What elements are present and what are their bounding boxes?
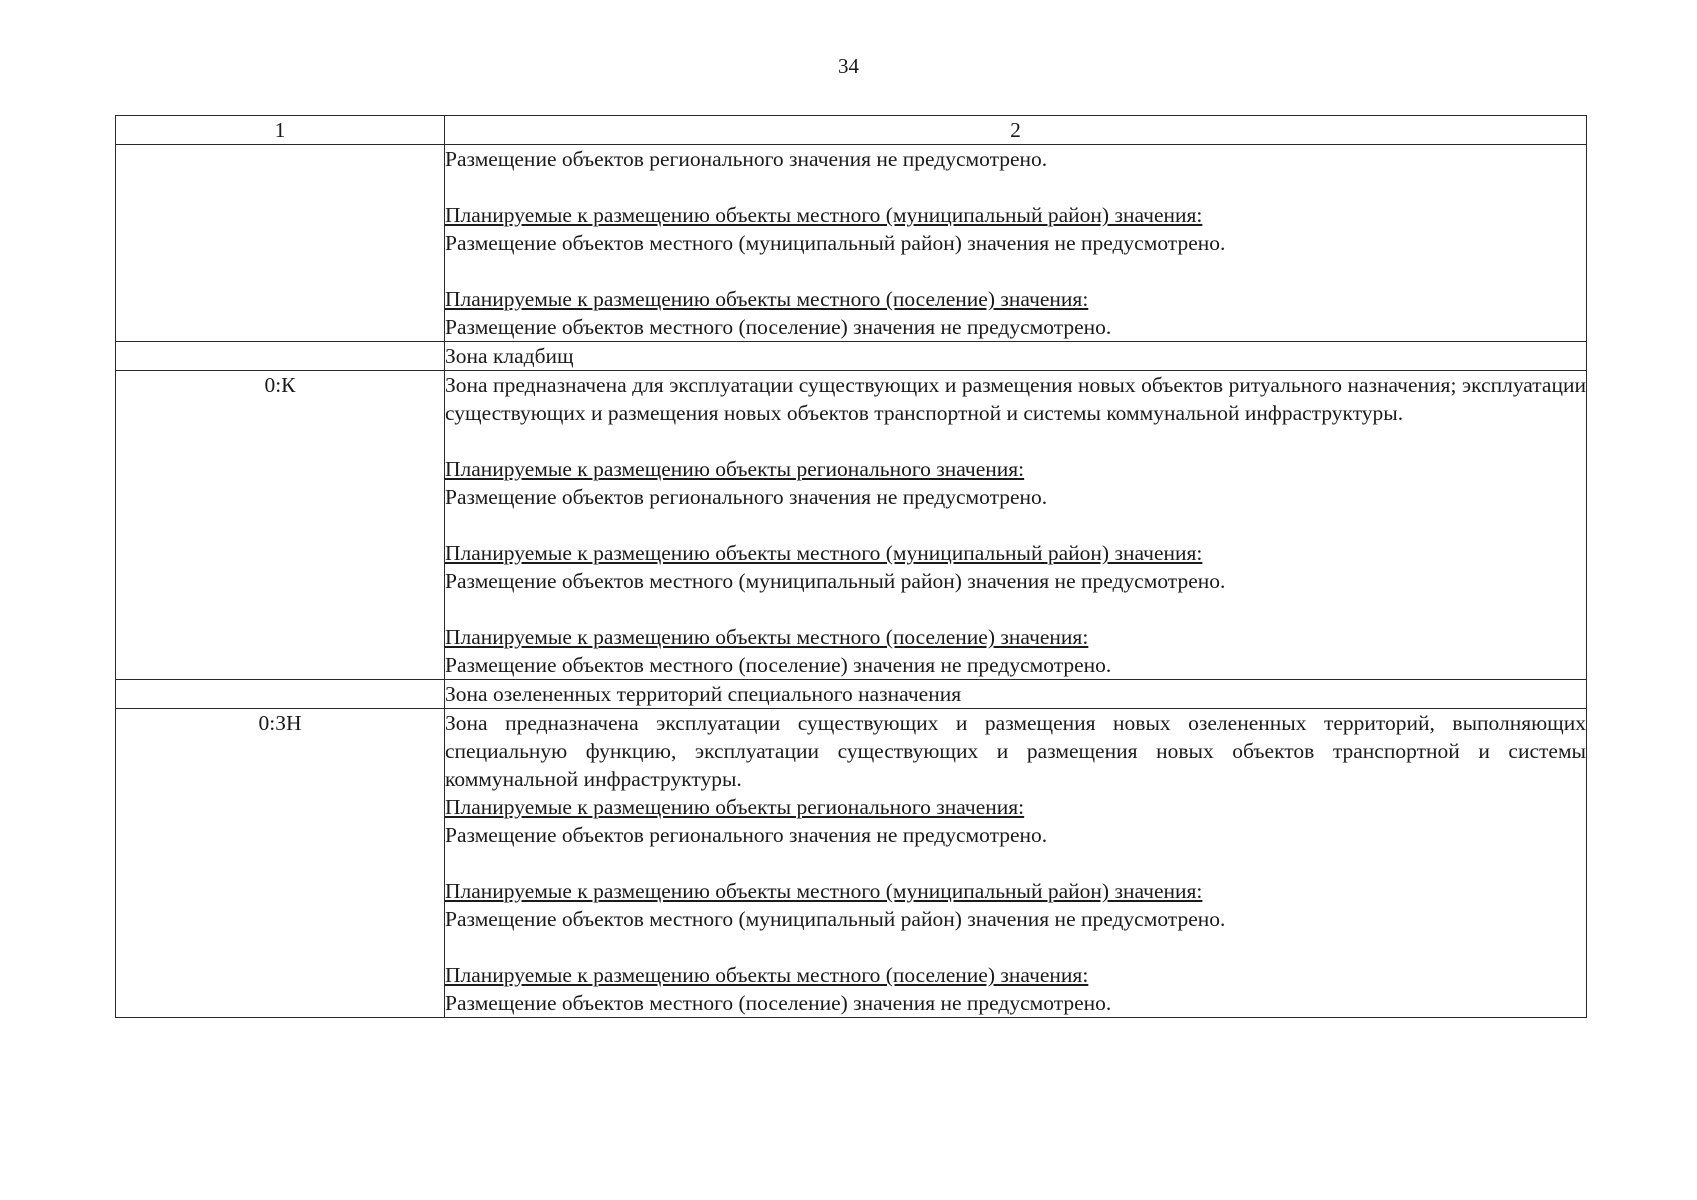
table-row-zone-k bbox=[116, 371, 1587, 680]
settlement-text: Размещение объектов местного (поселение) значения не предусмотрено. bbox=[445, 315, 1112, 339]
table-row-zone-zn bbox=[116, 709, 1587, 1018]
column-header-2: 2 bbox=[445, 116, 1587, 145]
zone-zn-description: Зона предназначена эксплуатации существующих и размещения новых озелененных территорий, выполняющих специальную функцию, эксплуатации существующих и размещения новых объектов транспортной и системы коммунальной инфраструктуры. bbox=[445, 711, 1586, 791]
zone-k-description: Зона предназначена для эксплуатации существующих и размещения новых объектов ритуального назначения; эксплуатации существующих и размещения новых объектов транспортной и системы коммунальной инфраструктуры. bbox=[445, 373, 1586, 425]
municipal-text: Размещение объектов местного (муниципальный район) значения не предусмотрено. bbox=[445, 231, 1226, 255]
zone-zn-content bbox=[445, 709, 1587, 1018]
municipal-text: Размещение объектов местного (муниципальный район) значения не предусмотрено. bbox=[445, 569, 1226, 593]
zone-title-cemetery: Зона кладбищ bbox=[445, 342, 1587, 371]
settlement-heading: Планируемые к размещению объекты местного (поселение) значения: bbox=[445, 625, 1089, 649]
page-number: 34 bbox=[838, 54, 859, 78]
municipal-heading: Планируемые к размещению объекты местного (муниципальный район) значения: bbox=[445, 541, 1203, 565]
code-cell-empty bbox=[116, 680, 445, 709]
municipal-text: Размещение объектов местного (муниципальный район) значения не предусмотрено. bbox=[445, 907, 1226, 931]
column-header-1: 1 bbox=[116, 116, 445, 145]
regional-heading: Планируемые к размещению объекты регионального значения: bbox=[445, 795, 1025, 819]
zones-table bbox=[115, 115, 1587, 1018]
continuation-cell bbox=[445, 145, 1587, 342]
settlement-text: Размещение объектов местного (поселение) значения не предусмотрено. bbox=[445, 991, 1112, 1015]
regional-text: Размещение объектов регионального значения не предусмотрено. bbox=[445, 147, 1048, 171]
regional-text: Размещение объектов регионального значения не предусмотрено. bbox=[445, 823, 1048, 847]
zone-code-k: 0:К bbox=[116, 371, 445, 680]
zone-code-zn: 0:ЗН bbox=[116, 709, 445, 1018]
regional-heading: Планируемые к размещению объекты регионального значения: bbox=[445, 457, 1025, 481]
code-cell-empty bbox=[116, 342, 445, 371]
settlement-text: Размещение объектов местного (поселение) значения не предусмотрено. bbox=[445, 653, 1112, 677]
settlement-heading: Планируемые к размещению объекты местного (поселение) значения: bbox=[445, 963, 1089, 987]
code-cell-empty bbox=[116, 145, 445, 342]
settlement-heading: Планируемые к размещению объекты местного (поселение) значения: bbox=[445, 287, 1089, 311]
regional-text: Размещение объектов регионального значения не предусмотрено. bbox=[445, 485, 1048, 509]
zone-title-green: Зона озелененных территорий специального назначения bbox=[445, 680, 1587, 709]
table-header-row bbox=[116, 116, 1587, 145]
municipal-heading: Планируемые к размещению объекты местного (муниципальный район) значения: bbox=[445, 203, 1203, 227]
table-row-zone-title bbox=[116, 680, 1587, 709]
table-row-zone-title bbox=[116, 342, 1587, 371]
table-row-continuation bbox=[116, 145, 1587, 342]
municipal-heading: Планируемые к размещению объекты местного (муниципальный район) значения: bbox=[445, 879, 1203, 903]
zone-k-content bbox=[445, 371, 1587, 680]
